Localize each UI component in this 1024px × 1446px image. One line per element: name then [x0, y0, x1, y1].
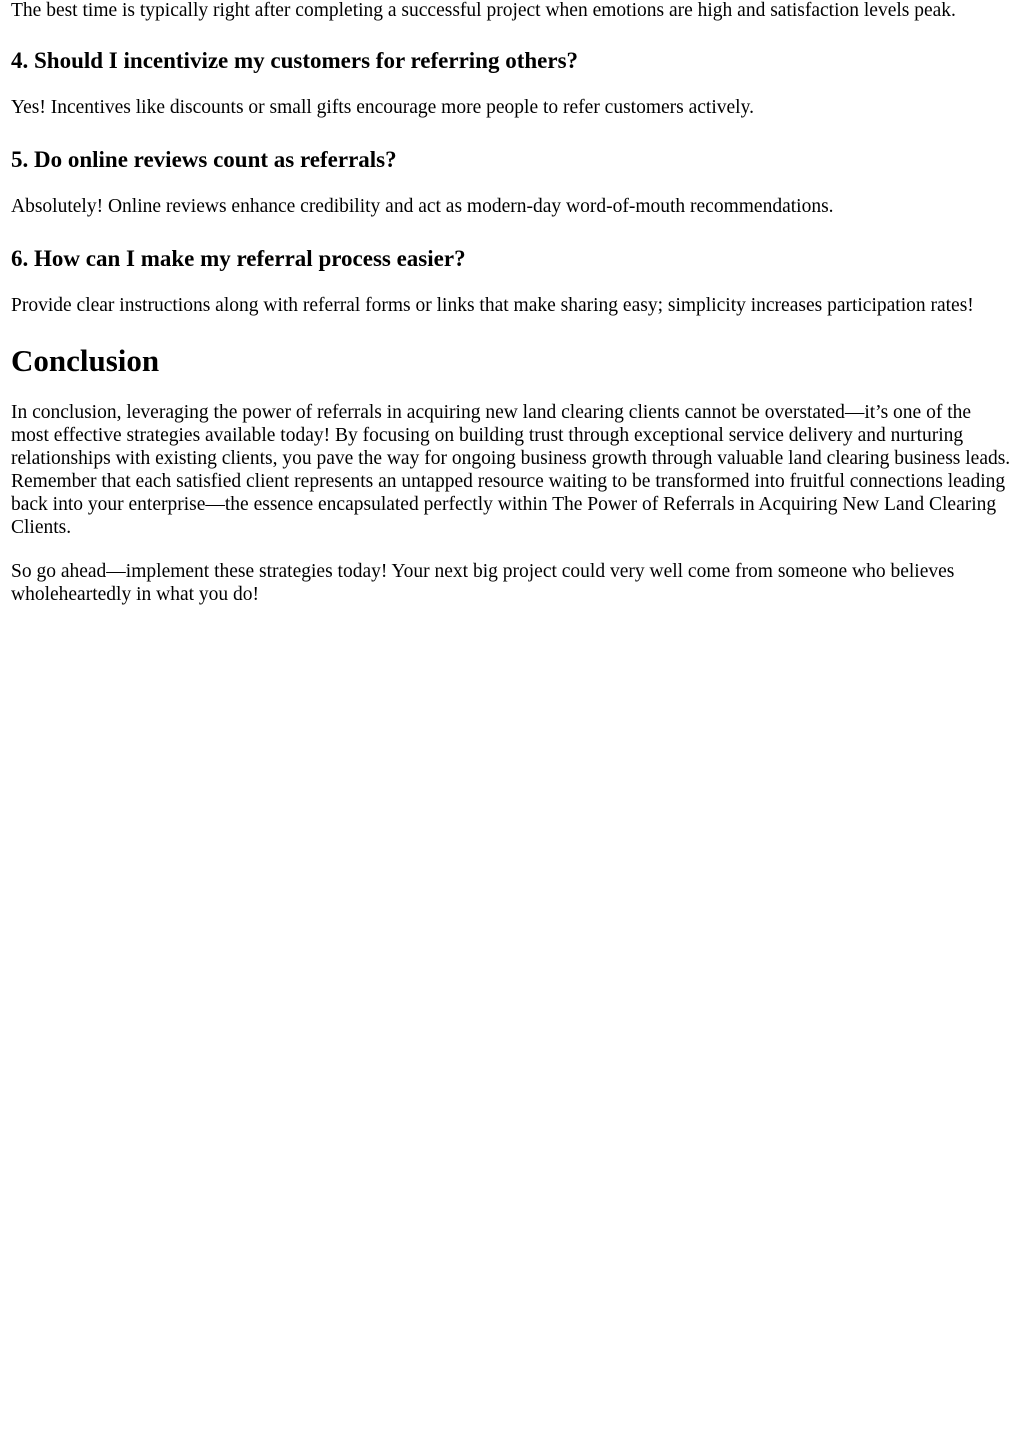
- faq-answer-5: Absolutely! Online reviews enhance credibility and act as modern-day word-of-mouth recommendations.: [11, 196, 834, 217]
- faq-answer-6: Provide clear instructions along with referral forms or links that make sharing easy; simplicity increases participation rates!: [11, 295, 974, 316]
- conclusion-paragraph-2: So go ahead—implement these strategies today! Your next big project could very well come from someone who believes wholeheartedly in what you do!: [11, 561, 955, 605]
- article-body: [0, 0, 1024, 606]
- intro-paragraph: The best time is typically right after completing a successful project when emotions are high and satisfaction levels peak.: [11, 0, 956, 21]
- conclusion-paragraph-1: In conclusion, leveraging the power of referrals in acquiring new land clearing clients cannot be overstated—it’s one of the most effective strategies available today! By focusing on building trust through exceptional service delivery and nurturing relationships with existing clients, you pave the way for ongoing business growth through valuable land clearing business leads. Remember that each satisfied client represents an untapped resource waiting to be transformed into fruitful connections leading back into your enterprise—the essence encapsulated perfectly within The Power of Referrals in Acquiring New Land Clearing Clients.: [11, 402, 1011, 538]
- faq-question-6: 6. How can I make my referral process easier?: [11, 246, 466, 271]
- conclusion-heading: Conclusion: [11, 343, 160, 378]
- faq-answer-4: Yes! Incentives like discounts or small gifts encourage more people to refer customers actively.: [11, 97, 754, 118]
- faq-question-4: 4. Should I incentivize my customers for referring others?: [11, 48, 579, 73]
- faq-question-5: 5. Do online reviews count as referrals?: [11, 147, 397, 172]
